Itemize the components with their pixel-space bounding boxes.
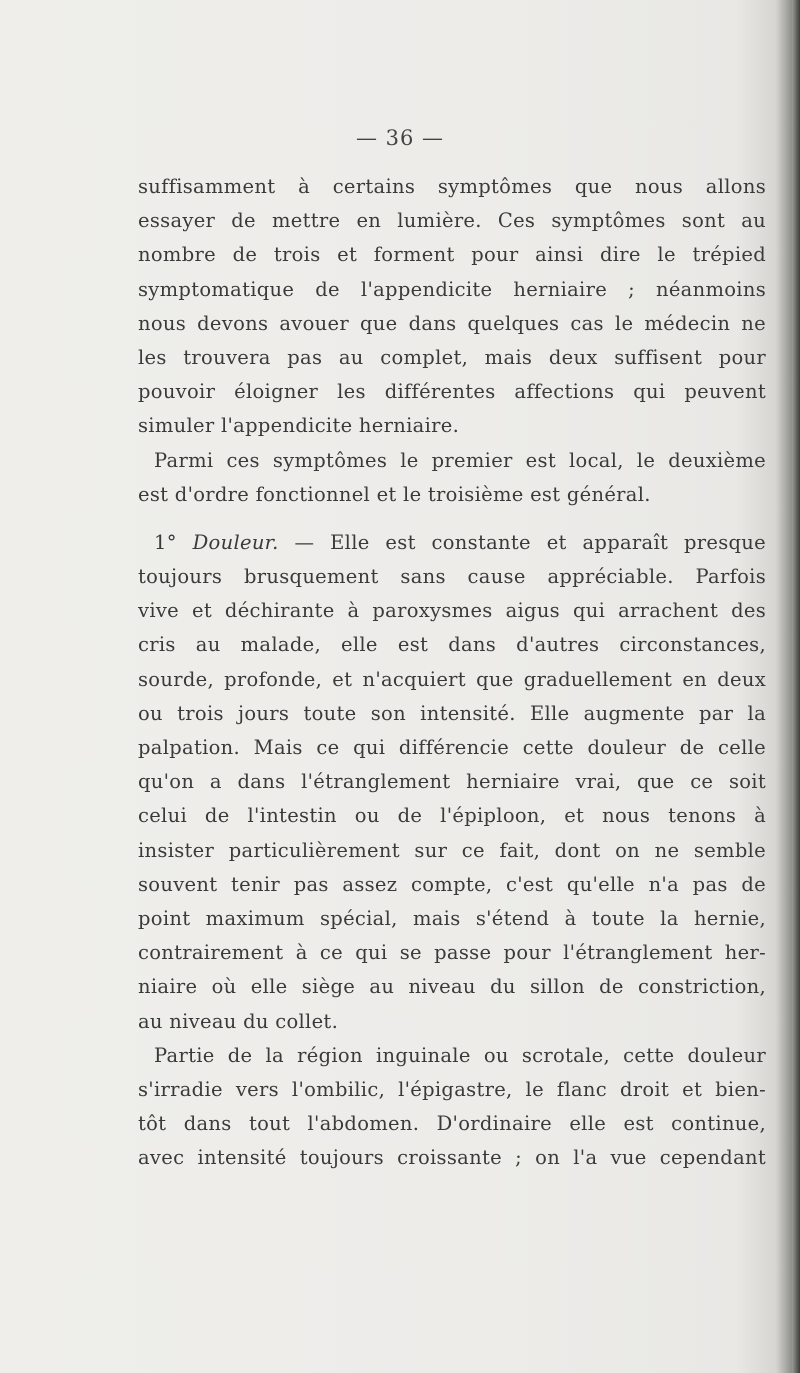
body-text — [138, 170, 766, 1175]
text-line: Parmi ces symptômes le premier est local, le deuxième — [154, 448, 766, 472]
section-heading-line — [138, 526, 766, 560]
text-line: avec intensité toujours croissante ; on l'a vue cependant — [138, 1146, 766, 1170]
text-line: suffisamment à certains symptômes que nous allons — [138, 175, 766, 198]
section-title: Douleur. — [192, 530, 279, 554]
text-line: souvent tenir pas assez compte, c'est qu'elle n'a pas de — [138, 872, 766, 896]
text-line: toujours brusquement sans cause appréciable. Parfois — [138, 565, 766, 589]
paragraph-gap — [138, 512, 766, 526]
page-edge-shadow — [792, 0, 800, 1373]
text-line: tôt dans tout l'abdomen. D'ordinaire elle est continue, — [138, 1112, 766, 1136]
text-line: est d'ordre fonctionnel et le troisième est général. — [138, 482, 651, 506]
text-line: au niveau du collet. — [138, 1009, 339, 1033]
text-line: symptomatique de l'appendicite herniaire ; néanmoins — [138, 277, 766, 301]
text-line: nous devons avouer que dans quelques cas le médecin ne — [138, 311, 766, 335]
text-line: les trouvera pas au complet, mais deux suffisent pour — [138, 345, 766, 369]
text-line: celui de l'intestin ou de l'épiploon, et nous tenons à — [138, 804, 766, 828]
text-line: vive et déchirante à paroxysmes aigus qui arrachent des — [138, 599, 766, 623]
text-line: point maximum spécial, mais s'étend à toute la hernie, — [138, 906, 766, 930]
section-number: 1° — [154, 530, 177, 554]
text-line: qu'on a dans l'étranglement herniaire vrai, que ce soit — [138, 770, 766, 794]
text-line: nombre de trois et forment pour ainsi dire le trépied — [138, 243, 766, 267]
text-line: sourde, profonde, et n'acquiert que graduellement en deux — [138, 667, 766, 691]
section-heading-rest: — Elle est constante et apparaît presque — [294, 530, 767, 554]
text-line: contrairement à ce qui se passe pour l'étranglement her- — [138, 941, 766, 965]
text-line: Partie de la région inguinale ou scrotale, cette douleur — [154, 1043, 766, 1067]
text-line: insister particulièrement sur ce fait, dont on ne semble — [138, 838, 766, 862]
page-number: — 36 — — [355, 126, 445, 150]
text-line: palpation. Mais ce qui différencie cette douleur de celle — [138, 736, 766, 759]
text-line: pouvoir éloigner les différentes affections qui peuvent — [138, 380, 766, 404]
text-line: niaire où elle siège au niveau du sillon de constriction, — [138, 975, 766, 999]
text-line: s'irradie vers l'ombilic, l'épigastre, le flanc droit et bien- — [138, 1077, 766, 1101]
text-line: cris au malade, elle est dans d'autres circonstances, — [138, 633, 766, 657]
text-line: ou trois jours toute son intensité. Elle augmente par la — [138, 701, 766, 725]
text-line: simuler l'appendicite herniaire. — [138, 414, 460, 438]
text-line: essayer de mettre en lumière. Ces symptômes sont au — [138, 209, 766, 233]
